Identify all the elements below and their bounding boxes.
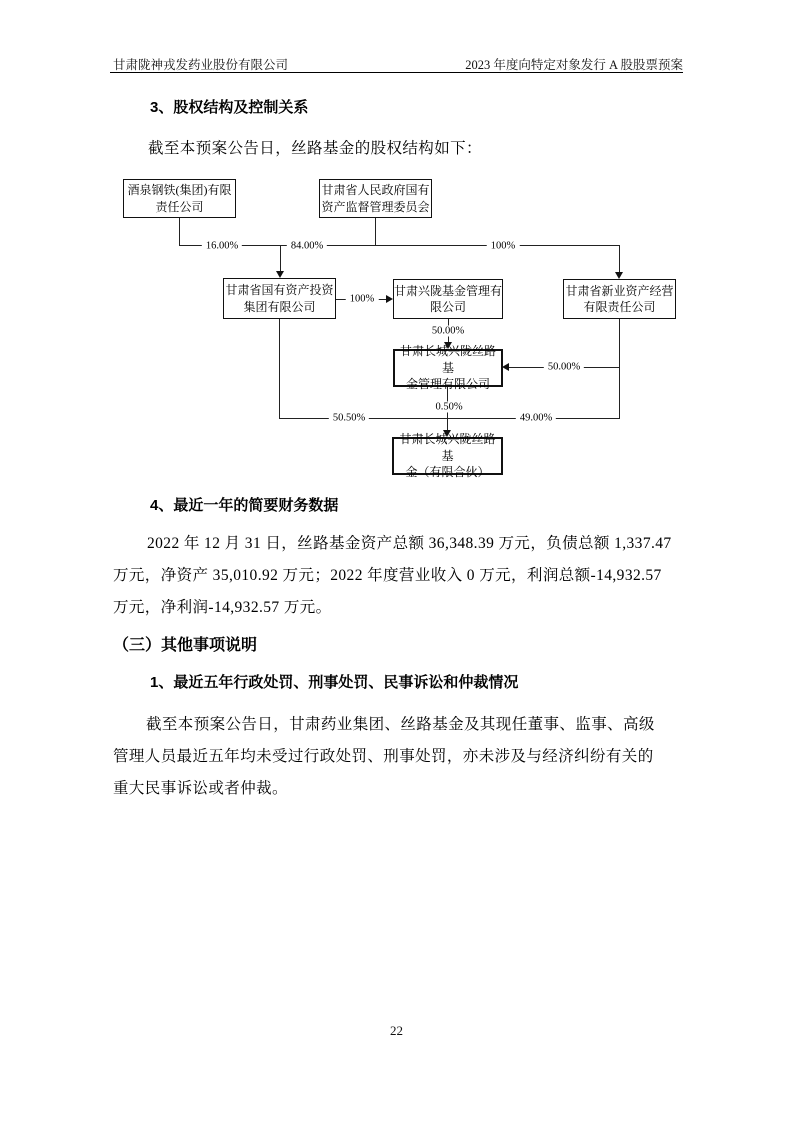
edge-label-mgmt-to-fund: 0.50%	[431, 402, 466, 413]
edge-label-xinye-to-fund: 49.00%	[516, 413, 556, 424]
org-node-greatwall-xinglong-silkroad-fund	[392, 432, 503, 480]
header-company-name: 甘肃陇神戎发药业股份有限公司	[113, 58, 289, 72]
section-other-matters-paragraph-line3: 重大民事诉讼或者仲裁。	[113, 780, 288, 797]
edge-label-xinglong-to-mgmt: 50.00%	[428, 326, 468, 337]
section-4-heading: 4、最近一年的简要财务数据	[150, 497, 339, 514]
org-node-label: 甘肃长城兴陇丝路基	[399, 432, 496, 463]
section-other-matters-sub1-heading: 1、最近五年行政处罚、刑事处罚、民事诉讼和仲裁情况	[150, 674, 519, 691]
org-node-label: 甘肃长城兴陇丝路基	[399, 344, 496, 375]
org-node-label: 限公司	[429, 300, 466, 314]
connector-line	[375, 217, 376, 246]
section-other-matters-paragraph-line2: 管理人员最近五年均未受过行政处罚、刑事处罚，亦未涉及与经济纠纷有关的	[113, 748, 654, 765]
edge-label-sasac-to-guotou: 84.00%	[287, 241, 327, 252]
org-node-label: 甘肃省人民政府国有	[321, 183, 430, 197]
arrowhead-down-icon	[276, 271, 284, 278]
org-node-label: 资产监督管理委员会	[321, 199, 430, 214]
section-4-paragraph-line3: 万元，净利润-14,932.57 万元。	[113, 599, 332, 616]
edge-label-jiuquan-to-guotou: 16.00%	[202, 241, 242, 252]
arrowhead-down-icon	[615, 272, 623, 279]
org-node-label: 甘肃省新业资产经营	[565, 283, 674, 298]
connector-line	[619, 319, 620, 419]
equity-structure-diagram	[0, 0, 793, 480]
org-node-gansu-xinye-asset	[563, 279, 676, 319]
connector-line	[280, 245, 281, 274]
org-node-jiuquan-steel	[123, 179, 236, 218]
org-node-gansu-state-investment	[223, 278, 336, 319]
edge-label-sasac-to-xinye: 100%	[487, 241, 520, 252]
page-number: 22	[390, 1023, 403, 1038]
section-4-paragraph-line2: 万元，净资产 35,010.92 万元；2022 年度营业收入 0 万元，利润总额-14,932.57	[113, 567, 662, 584]
org-node-label: 甘肃兴陇基金管理有	[394, 283, 503, 298]
section-4-paragraph-line1: 2022 年 12 月 31 日，丝路基金资产总额 36,348.39 万元，负债总额 1,337.47	[147, 535, 672, 552]
section-other-matters-paragraph-line1: 截至本预案公告日，甘肃药业集团、丝路基金及其现任董事、监事、高级	[146, 716, 655, 733]
section-3-intro: 截至本预案公告日，丝路基金的股权结构如下：	[148, 140, 482, 157]
org-node-gansu-xinglong-fund-mgmt	[393, 279, 503, 319]
edge-label-guotou-to-fund: 50.50%	[329, 413, 369, 424]
edge-label-guotou-to-xinglong: 100%	[346, 294, 379, 305]
connector-line	[179, 217, 180, 246]
connector-line	[179, 245, 620, 246]
org-node-label: 甘肃省国有资产投资	[225, 283, 334, 297]
connector-line	[279, 318, 280, 419]
connector-line	[619, 245, 620, 275]
org-node-label: 酒泉钢铁(集团)有限	[127, 183, 232, 197]
org-node-label: 集团有限公司	[243, 299, 316, 314]
section-other-matters-heading: （三）其他事项说明	[113, 637, 258, 654]
org-node-label: 责任公司	[155, 199, 204, 214]
org-node-label: 金管理有限公司	[405, 377, 490, 392]
arrowhead-left-icon	[502, 363, 509, 371]
arrowhead-right-icon	[386, 295, 393, 303]
org-node-greatwall-xinglong-silkroad-mgmt	[393, 344, 503, 392]
header-doc-title: 2023 年度向特定对象发行 A 股股票预案	[465, 58, 683, 72]
org-node-gansu-sasac	[319, 179, 432, 218]
org-node-label: 金（有限合伙）	[405, 465, 490, 480]
edge-label-xinye-to-mgmt: 50.00%	[544, 362, 584, 373]
section-3-heading: 3、股权结构及控制关系	[150, 99, 309, 116]
org-node-label: 有限责任公司	[583, 300, 656, 314]
